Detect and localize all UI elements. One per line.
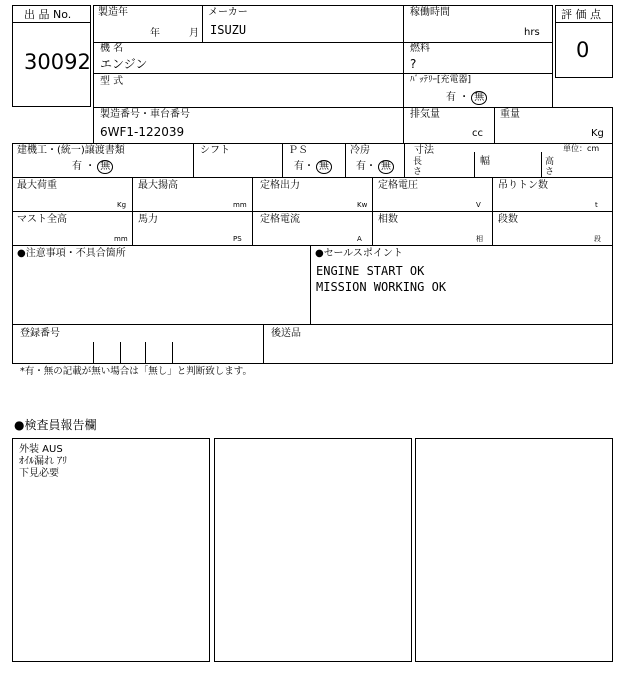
displacement-unit: cc bbox=[472, 128, 483, 139]
transfer-no-circled: 無 bbox=[97, 160, 113, 174]
reg-divider-1 bbox=[93, 342, 94, 363]
fuel-label: 燃料 bbox=[410, 43, 430, 54]
hours-unit: hrs bbox=[524, 27, 540, 38]
height-label: 高 さ bbox=[545, 157, 555, 177]
month-unit: 月 bbox=[189, 28, 199, 39]
mast-unit: mm bbox=[114, 235, 128, 243]
displacement-label: 排気量 bbox=[410, 109, 440, 120]
shipping-box bbox=[263, 324, 613, 364]
cooling-label: 冷房 bbox=[350, 145, 370, 156]
registration-label: 登録番号 bbox=[20, 328, 60, 339]
transfer-doc-choice bbox=[72, 160, 113, 174]
rated-voltage-label: 定格電圧 bbox=[378, 180, 418, 191]
footnote: *有・無の記載が無い場合は「無し」と判断致します。 bbox=[20, 366, 252, 377]
transfer-doc-label: 建機工・(統一)譲渡書類 bbox=[17, 145, 125, 156]
cooling-yes: 有・ bbox=[356, 161, 376, 172]
max-load-unit: Kg bbox=[117, 201, 127, 209]
battery-label: ﾊﾞｯﾃﾘｰ[充電器] bbox=[410, 75, 472, 85]
rating-value: 0 bbox=[576, 38, 590, 62]
weight-unit: Kg bbox=[591, 128, 604, 139]
lot-number: 30092 bbox=[24, 50, 91, 74]
stages-unit: 段 bbox=[594, 235, 601, 243]
sales-label: ●セールスポイント bbox=[315, 248, 403, 259]
rated-output-label: 定格出力 bbox=[260, 180, 300, 191]
lot-number-label: 出 品 No. bbox=[24, 8, 72, 21]
weight-label: 重量 bbox=[500, 109, 520, 120]
hours-label: 稼働時間 bbox=[410, 7, 450, 18]
reg-divider-4 bbox=[172, 342, 173, 363]
type-cell bbox=[93, 73, 404, 108]
inspector-box-3 bbox=[415, 438, 613, 662]
inspector-line-1: 外装 AUS bbox=[19, 444, 63, 455]
mast-label: マスト全高 bbox=[17, 214, 67, 225]
inspector-line-3: 下見必要 bbox=[19, 468, 59, 479]
max-load-label: 最大荷重 bbox=[17, 180, 57, 191]
fuel-value: ? bbox=[410, 57, 417, 71]
ps-no-circled: 無 bbox=[316, 160, 332, 174]
caution-label: ●注意事項・不具合箇所 bbox=[17, 248, 126, 259]
dims-divider-1 bbox=[474, 152, 475, 177]
reg-divider-3 bbox=[145, 342, 146, 363]
max-lift-unit: mm bbox=[233, 201, 247, 209]
battery-choice bbox=[446, 91, 487, 105]
transfer-yes: 有 ・ bbox=[72, 161, 96, 172]
horsepower-label: 馬力 bbox=[138, 214, 158, 225]
shift-label: シフト bbox=[200, 145, 230, 156]
cooling-no-circled: 無 bbox=[378, 160, 394, 174]
dims-divider-2 bbox=[541, 152, 542, 177]
ps-yes: 有・ bbox=[294, 161, 314, 172]
battery-no-circled: 無 bbox=[471, 91, 487, 105]
maker-value: ISUZU bbox=[210, 23, 247, 37]
type-label: 型 式 bbox=[100, 76, 124, 87]
rated-current-unit: A bbox=[357, 235, 362, 243]
hoist-label: 吊りトン数 bbox=[498, 180, 548, 191]
max-lift-label: 最大揚高 bbox=[138, 180, 178, 191]
ps-label: ＰＳ bbox=[288, 145, 308, 156]
mfg-year-label: 製造年 bbox=[98, 7, 128, 18]
rated-current-label: 定格電流 bbox=[260, 214, 300, 225]
inspector-box-2 bbox=[214, 438, 412, 662]
unit-note: 単位：cm bbox=[563, 144, 600, 153]
stages-label: 段数 bbox=[498, 214, 518, 225]
inspector-line-2: ｵｲﾙ漏れ ｱﾘ bbox=[19, 456, 68, 467]
sales-line-1: ENGINE START OK bbox=[316, 264, 425, 278]
cooling-choice bbox=[356, 160, 394, 174]
year-unit: 年 bbox=[150, 28, 160, 39]
length-label: 長 さ bbox=[413, 157, 423, 177]
inspector-title: ●検査員報告欄 bbox=[14, 418, 97, 432]
serial-value: 6WF1-122039 bbox=[100, 125, 185, 139]
model-value: エンジン bbox=[100, 57, 148, 71]
rating-label: 評 価 点 bbox=[561, 8, 601, 21]
serial-label: 製造番号・車台番号 bbox=[100, 109, 190, 120]
phase-label: 相数 bbox=[378, 214, 398, 225]
reg-divider-2 bbox=[120, 342, 121, 363]
shipping-label: 後送品 bbox=[271, 328, 301, 339]
phase-unit: 相 bbox=[476, 235, 483, 243]
model-label: 機 名 bbox=[100, 43, 124, 54]
hoist-unit: t bbox=[595, 201, 598, 209]
sales-line-2: MISSION WORKING OK bbox=[316, 280, 447, 294]
rated-output-unit: Kw bbox=[357, 201, 368, 209]
horsepower-unit: PS bbox=[233, 235, 242, 243]
dims-label: 寸法 bbox=[414, 145, 434, 156]
maker-label: メーカー bbox=[208, 7, 248, 18]
width-label: 幅 bbox=[480, 156, 490, 167]
ps-choice bbox=[294, 160, 332, 174]
rated-voltage-unit: V bbox=[476, 201, 481, 209]
battery-yes: 有 ・ bbox=[446, 92, 470, 103]
